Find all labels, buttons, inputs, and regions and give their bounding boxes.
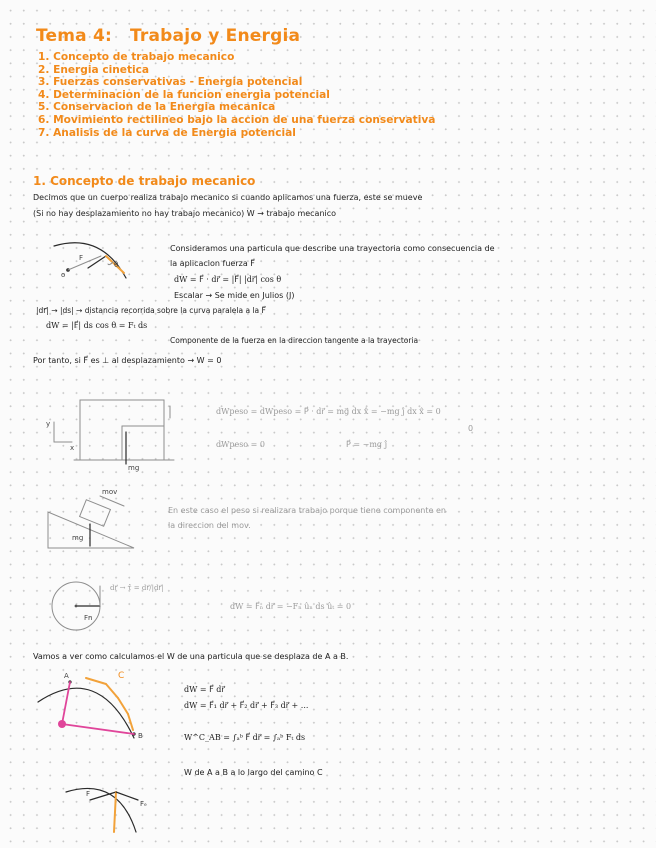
label-b: B (138, 732, 143, 740)
circle-work-eq: dW = F⃗ₙ dr⃗ = −Fₙ ûₙ ds ûₜ = 0 (230, 602, 352, 611)
incline-text-2: la direccion del mov. (168, 521, 251, 530)
origin-marker (58, 720, 66, 728)
bottom-force-3 (116, 792, 138, 800)
motion-arrow (100, 496, 124, 506)
toc-item: 4. Determinacion de la funcion energia potencial (38, 88, 330, 101)
trajectory-force-diagram (46, 230, 136, 292)
page-title (36, 26, 300, 46)
title-number: Tema 4: (36, 26, 112, 46)
label-a: A (64, 672, 69, 680)
origin-label: o (61, 271, 66, 279)
toc-item: 1. Concepto de trabajo mecanico (38, 51, 235, 63)
x-axis-label: x (70, 444, 75, 452)
intro-line-1: Decimos que un cuerpo realiza trabajo mecanico si cuando aplicamos una fuerza, este se mueve (33, 193, 423, 202)
weight-zero: 0 (468, 424, 474, 433)
bottom-label-fe: Fₑ (140, 800, 147, 808)
consider-line-1: Consideramos una particula que describe una trayectoria como consecuencia de (170, 244, 495, 253)
distance-note: |dr⃗| → |ds| → distancia recorrida sobre la curva paralela a la F⃗ (36, 306, 266, 315)
toc-item: 7. Analisis de la curva de Energia potencial (38, 126, 296, 139)
weight-label: mg (128, 464, 140, 472)
weight-work-eq: dWpeso = dWpeso = P⃗ · dr⃗ = mg⃗ dx x̂ = −mg ĵ dx x̂ = 0 (216, 407, 441, 416)
perpendicular-rule: Por tanto, si F⃗ es ⊥ al desplazamiento → W = 0 (33, 356, 222, 365)
work-differential: dW = F⃗ · dr⃗ = |F⃗| |dr⃗| cos θ (174, 275, 282, 284)
incline-plane (48, 512, 134, 548)
toc-item: 5. Conservacion de la Energia mecanica (38, 101, 276, 114)
incline-block (80, 500, 111, 526)
path-eq-4: W de A a B a lo largo del camino C (184, 768, 323, 777)
segment-2 (106, 684, 118, 698)
incline-diagram (42, 484, 142, 556)
section-heading: 1. Concepto de trabajo mecanico (33, 174, 256, 188)
normal-force-label: Fn (84, 614, 93, 622)
path-eq-3: W^C_AB = ∫ₐᵇ F⃗ dr⃗ = ∫ₐᵇ Fₜ ds (184, 733, 306, 742)
intro-line-2: (Si no hay desplazamiento no hay trabajo mecanico) W → trabajo mecanico (33, 209, 337, 218)
label-c: C (118, 671, 125, 681)
consider-line-2: la aplicacion fuerza F⃗ (170, 259, 255, 268)
circle-center (75, 605, 78, 608)
motion-label: mov (102, 488, 118, 496)
title-name: Trabajo y Energia (130, 26, 301, 46)
path-ab-diagram (34, 668, 154, 748)
segment-1 (86, 678, 106, 684)
force-components-diagram (58, 772, 168, 838)
table-of-contents (38, 51, 435, 139)
toc-item: 2. Energia cinetica (38, 63, 150, 76)
path-intro: Vamos a ver como calculamos el W de una particula que se desplaza de A a B. (33, 652, 349, 661)
path-curve (38, 688, 134, 738)
toc-item: 3. Fuerzas conservativas - Energia potencial (38, 76, 303, 89)
weight-vector-eq: P⃗ = −mg ĵ (346, 440, 388, 449)
path-eq-1: dW = F⃗ dr⃗ (184, 685, 225, 694)
component-note: Componente de la fuerza en la direccion tangente a la trayectoria (170, 336, 419, 345)
circle-label: dr⃗ → τ̂ = dr⃗/|dr⃗| (110, 584, 164, 592)
segment-3 (118, 698, 128, 714)
bottom-label-f: F (86, 790, 91, 798)
weight-work-result: dWpeso = 0 (216, 440, 265, 449)
incline-text-1: En este caso el peso si realizara trabajo porque tiene componente en (168, 506, 446, 515)
y-axis-label: y (46, 420, 51, 428)
incline-weight-label: mg (72, 534, 84, 542)
toc-item: 6. Movimiento rectilineo bajo la accion de una fuerza conservativa (38, 113, 436, 126)
force-label: F (79, 254, 84, 262)
angle-arc (108, 262, 113, 265)
path-eq-2: dW = F⃗₁ dr⃗ + F⃗₂ dr⃗ + F⃗₃ dr⃗ + ... (184, 701, 309, 710)
block-weight-diagram (44, 392, 184, 472)
scalar-note: Escalar → Se mide en Julios (J) (174, 291, 295, 300)
tangent-work: dW = |F⃗| ds cos θ = Fₜ ds (46, 321, 148, 330)
theta-label: θ (114, 261, 119, 269)
